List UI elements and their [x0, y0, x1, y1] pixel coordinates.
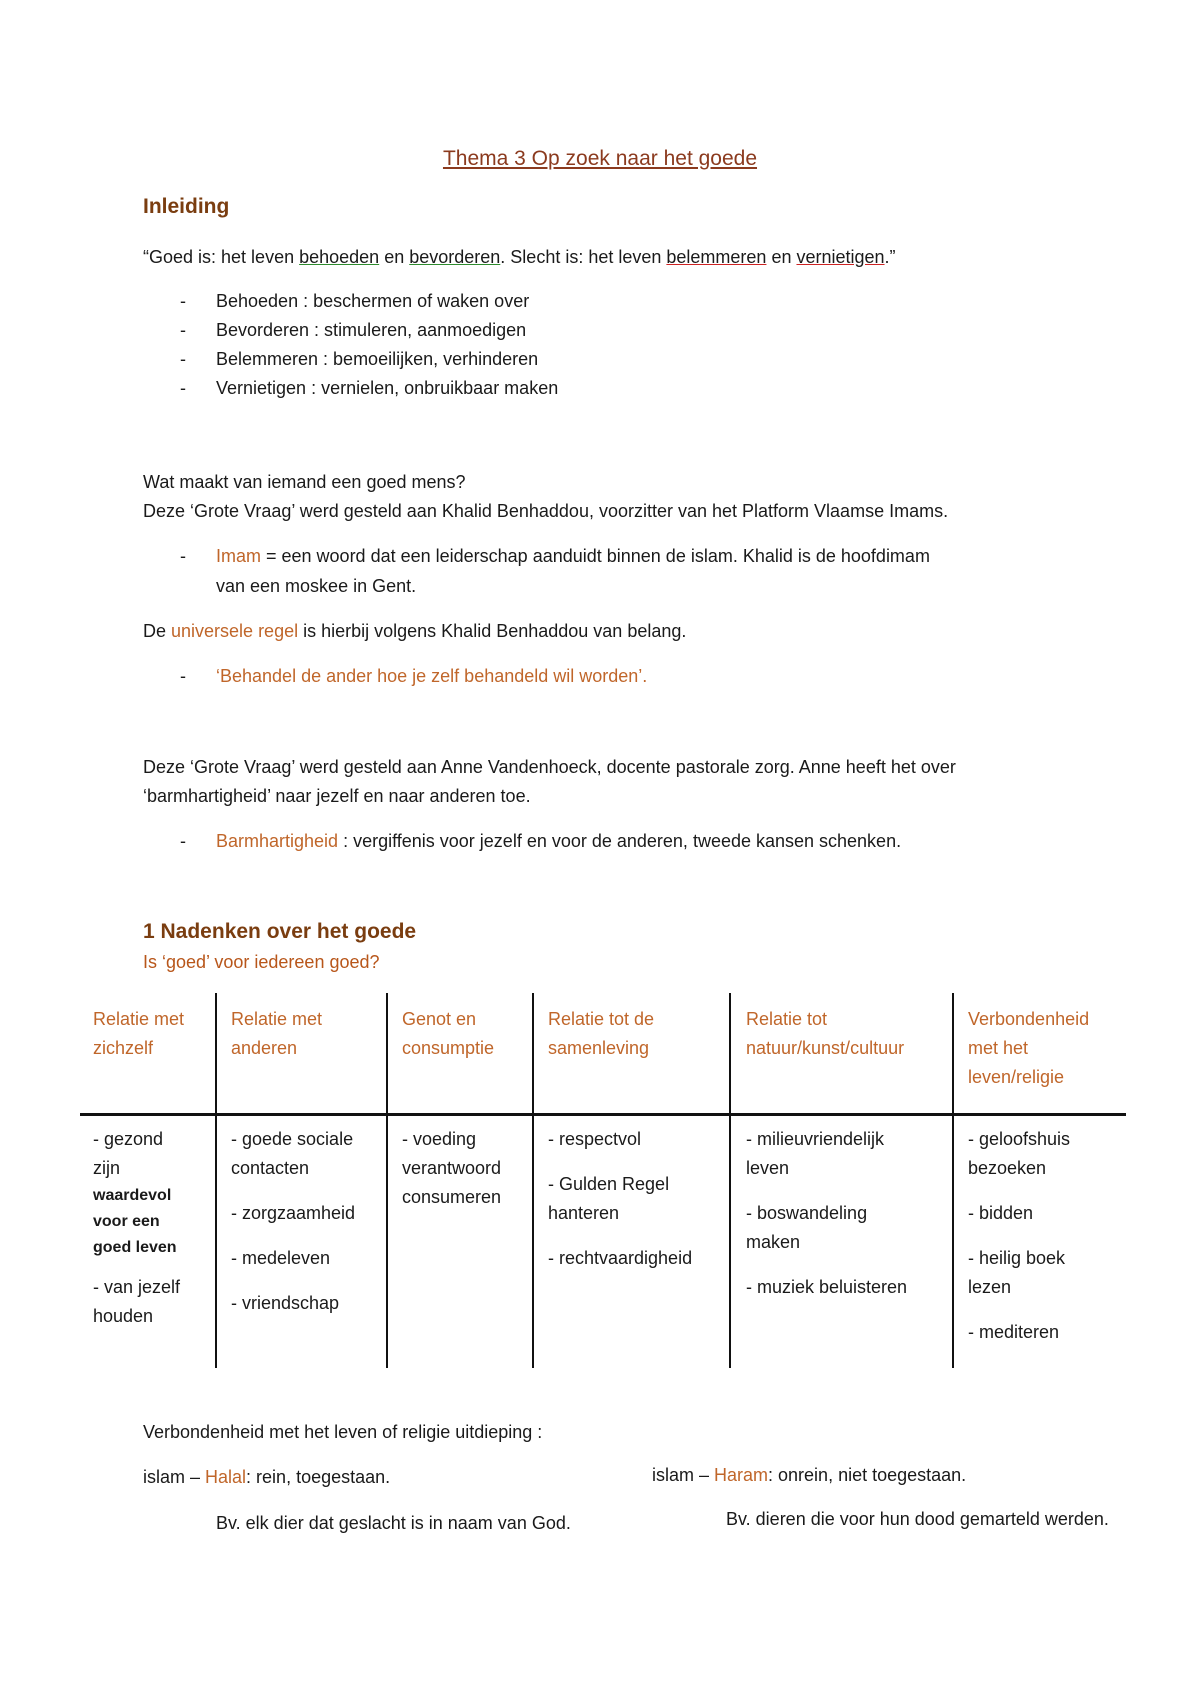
halal-text: : rein, toegestaan. [246, 1467, 391, 1487]
quote-word-vernietigen: vernietigen [796, 247, 885, 267]
definition-item: Vernietigen : vernielen, onbruikbaar maken [216, 378, 559, 398]
rule-text: De [143, 621, 172, 641]
cell-line: maken [746, 1232, 801, 1252]
haram-text: islam – [652, 1465, 715, 1485]
barmhartigheid-definition [216, 827, 901, 856]
cell-line: - muziek beluisteren [746, 1277, 908, 1297]
cell-line: bezoeken [968, 1158, 1047, 1178]
halal-example: Bv. elk dier dat geslacht is in naam van God. [216, 1513, 571, 1533]
anne-line-cont: ‘barmhartigheid’ naar jezelf en naar anderen toe. [143, 786, 531, 806]
anne-line: Deze ‘Grote Vraag’ werd gesteld aan Anne Vandenhoeck, docente pastorale zorg. Anne heeft het over [143, 757, 956, 777]
table-header-rule [80, 1113, 1126, 1116]
list-dash: - [180, 378, 186, 398]
cell-line: - respectvol [548, 1129, 642, 1149]
cell-line: - Gulden Regel [548, 1174, 670, 1194]
header-line: Genot en [402, 1009, 477, 1029]
term-haram: Haram [714, 1465, 769, 1485]
cell-line: - bidden [968, 1203, 1034, 1223]
list-dash: - [180, 349, 186, 369]
khalid-line: Deze ‘Grote Vraag’ werd gesteld aan Khalid Benhaddou, voorzitter van het Platform Vlaamse Imams. [143, 501, 949, 521]
header-line: Relatie met [93, 1009, 185, 1029]
cell-line: goed leven [93, 1239, 177, 1256]
definition-item: Belemmeren : bemoeilijken, verhinderen [216, 349, 539, 369]
quote-text: en [766, 247, 797, 267]
cell-line: - zorgzaamheid [231, 1203, 356, 1223]
cell-line: waardevol [93, 1187, 172, 1204]
list-dash: - [180, 320, 186, 340]
table-header-zichzelf [93, 1005, 213, 1063]
header-line: samenleving [548, 1038, 650, 1058]
cell-line: - heilig boek [968, 1248, 1066, 1268]
haram-text: : onrein, niet toegestaan. [768, 1465, 967, 1485]
heading-inleiding: Inleiding [143, 195, 230, 218]
subheading-section-1: Is ‘goed’ voor iedereen goed? [143, 952, 380, 972]
table-divider [386, 993, 388, 1368]
cell-line: - vriendschap [231, 1293, 340, 1313]
header-line: Verbondenheid [968, 1009, 1090, 1029]
list-dash: - [180, 831, 186, 851]
header-line: met het [968, 1038, 1029, 1058]
cell-line: - geloofshuis [968, 1129, 1071, 1149]
definition-item: Bevorderen : stimuleren, aanmoedigen [216, 320, 527, 340]
quote-text: en [379, 247, 410, 267]
cell-line: - gezond [93, 1129, 164, 1149]
haram-line [652, 1461, 966, 1490]
page-title: Thema 3 Op zoek naar het goede [442, 147, 758, 170]
cell-line: - boswandeling [746, 1203, 868, 1223]
table-cell-zichzelf [93, 1125, 213, 1331]
term-barmhartigheid: Barmhartigheid [216, 831, 339, 851]
table-divider [952, 993, 954, 1368]
table-header-samenleving [548, 1005, 726, 1063]
table-cell-verbondenheid [968, 1125, 1124, 1347]
header-line: anderen [231, 1038, 298, 1058]
definition-item: Behoeden : beschermen of waken over [216, 291, 530, 311]
cell-line: houden [93, 1306, 154, 1326]
halal-text: islam – [143, 1467, 206, 1487]
rule-text: is hierbij volgens Khalid Benhaddou van belang. [298, 621, 687, 641]
term-halal: Halal [205, 1467, 247, 1487]
table-header-natuur [746, 1005, 950, 1063]
imam-definition-cont: van een moskee in Gent. [216, 576, 417, 596]
cell-line: verantwoord [402, 1158, 502, 1178]
header-line: natuur/kunst/cultuur [746, 1038, 905, 1058]
header-line: Relatie tot de [548, 1009, 655, 1029]
rule-line [143, 617, 686, 646]
term-imam: Imam [216, 546, 261, 566]
table-header-verbondenheid [968, 1005, 1124, 1092]
header-line: leven/religie [968, 1067, 1065, 1087]
quote-word-belemmeren: belemmeren [666, 247, 767, 267]
cell-line: leven [746, 1158, 790, 1178]
rule-quote: ‘Behandel de ander hoe je zelf behandeld wil worden’. [216, 666, 648, 686]
table-divider [532, 993, 534, 1368]
imam-definition [216, 542, 930, 571]
quote-text: “Goed is: het leven [143, 247, 300, 267]
header-line: Relatie tot [746, 1009, 828, 1029]
cell-line: - goede sociale [231, 1129, 354, 1149]
cell-line: contacten [231, 1158, 310, 1178]
question-line: Wat maakt van iemand een goed mens? [143, 472, 466, 492]
quote-word-bevorderen: bevorderen [409, 247, 501, 267]
cell-line: voor een [93, 1213, 160, 1230]
list-dash: - [180, 546, 186, 566]
barm-def-text: : vergiffenis voor jezelf en voor de anderen, tweede kansen schenken. [338, 831, 902, 851]
cell-line: lezen [968, 1277, 1012, 1297]
cell-line: - voeding [402, 1129, 477, 1149]
cell-line: - medeleven [231, 1248, 331, 1268]
table-cell-anderen [231, 1125, 381, 1318]
haram-example: Bv. dieren die voor hun dood gemarteld werden. [726, 1509, 1109, 1529]
cell-line: - rechtvaardigheid [548, 1248, 693, 1268]
halal-line [143, 1463, 390, 1492]
cell-line: zijn [93, 1158, 121, 1178]
table-divider [729, 993, 731, 1368]
quote-text: . Slecht is: het leven [500, 247, 667, 267]
quote-word-behoeden: behoeden [299, 247, 380, 267]
header-line: zichzelf [93, 1038, 154, 1058]
table-header-genot [402, 1005, 530, 1063]
table-cell-genot [402, 1125, 530, 1212]
cell-line: hanteren [548, 1203, 620, 1223]
heading-section-1: 1 Nadenken over het goede [143, 920, 417, 943]
table-header-anderen [231, 1005, 381, 1063]
cell-line: - milieuvriendelijk [746, 1129, 885, 1149]
cell-line: - mediteren [968, 1322, 1060, 1342]
list-dash: - [180, 666, 186, 686]
term-universele-regel: universele regel [171, 621, 299, 641]
header-line: Relatie met [231, 1009, 323, 1029]
header-line: consumptie [402, 1038, 495, 1058]
quote-line [143, 243, 896, 272]
quote-text: .” [884, 247, 896, 267]
table-cell-natuur [746, 1125, 950, 1302]
cell-line: consumeren [402, 1187, 502, 1207]
list-dash: - [180, 291, 186, 311]
imam-def-text: = een woord dat een leiderschap aanduidt binnen de islam. Khalid is de hoofdimam [261, 546, 930, 566]
deepening-line: Verbondenheid met het leven of religie uitdieping : [143, 1422, 543, 1442]
table-cell-samenleving [548, 1125, 726, 1273]
table-divider [215, 993, 217, 1368]
cell-line: - van jezelf [93, 1277, 181, 1297]
